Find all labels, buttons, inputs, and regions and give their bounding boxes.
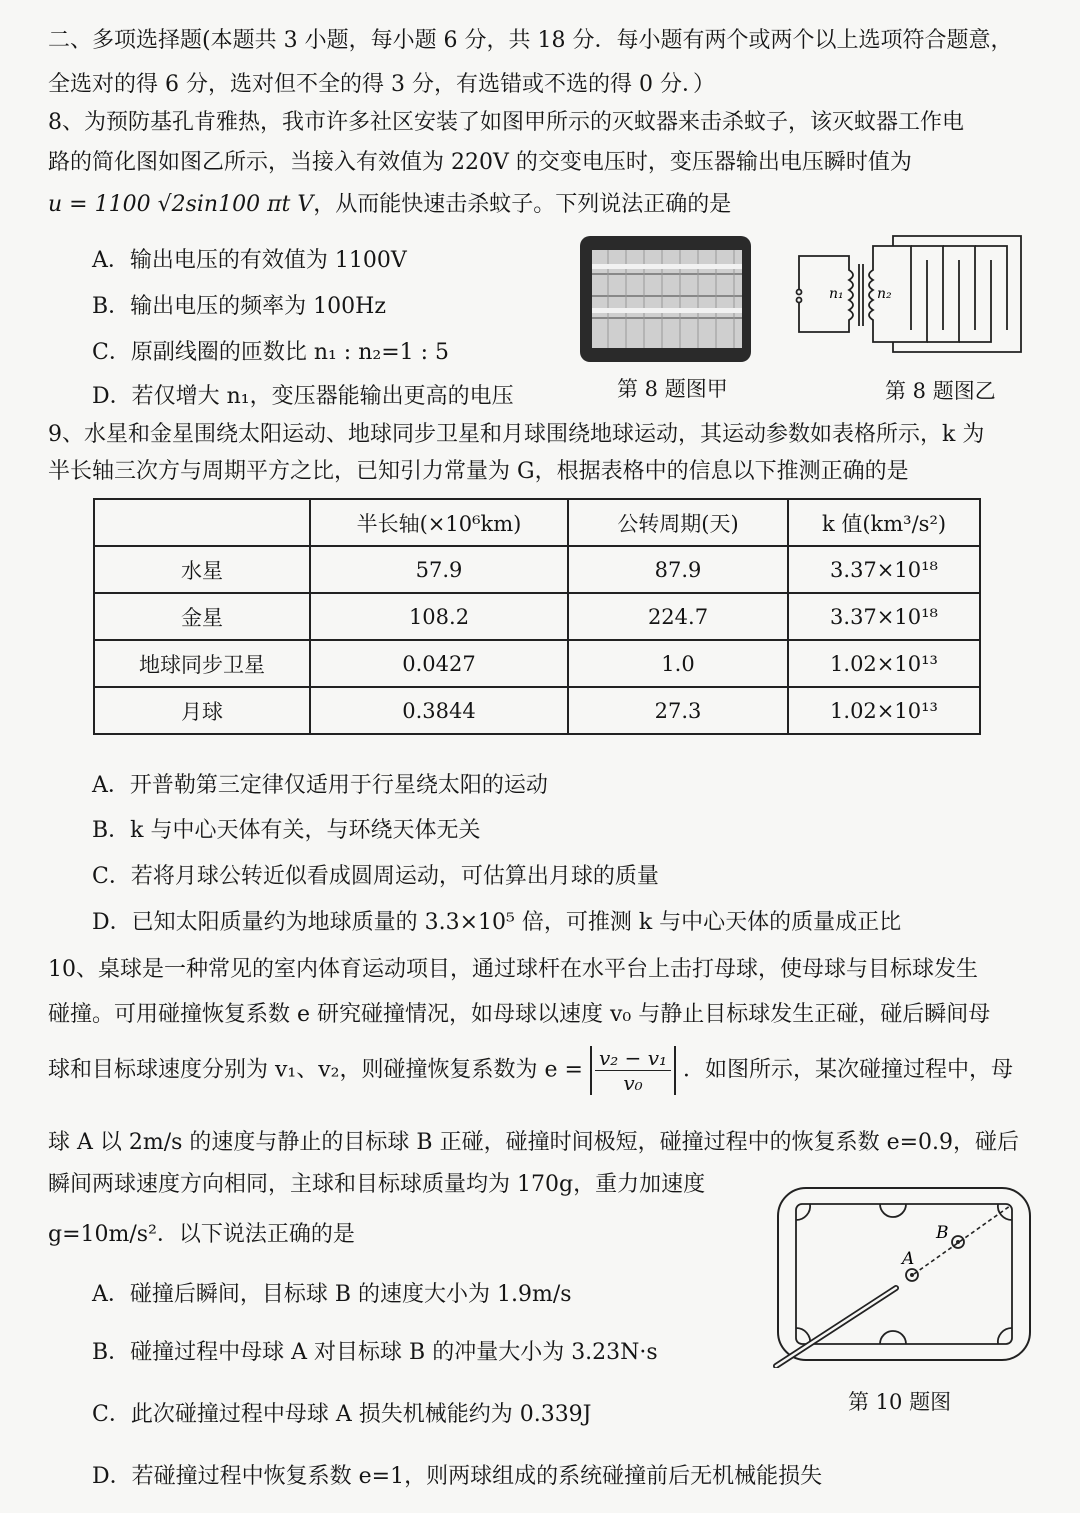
q10-option-a: A．碰撞后瞬间，目标球 B 的速度大小为 1.9m/s: [92, 1282, 572, 1307]
figure-8a-caption: 第 8 题图甲: [617, 377, 728, 401]
restitution-formula: [590, 1046, 676, 1095]
q8-option-c: C．原副线圈的匝数比 n₁ : n₂=1 : 5: [92, 340, 450, 365]
table-cell: 87.9: [568, 546, 788, 593]
q8-line2: 路的简化图如图乙所示，当接入有效值为 220V 的交变电压时，变压器输出电压瞬时值为: [48, 150, 912, 175]
table-row: [94, 640, 980, 687]
q10-option-c: C．此次碰撞过程中母球 A 损失机械能约为 0.339J: [92, 1402, 592, 1427]
billiard-table-diagram: [772, 1184, 1036, 1368]
q10-line5: 瞬间两球速度方向相同，主球和目标球质量均为 170g，重力加速度: [48, 1172, 706, 1197]
q8-line1: 8、为预防基孔肯雅热，我市许多社区安装了如图甲所示的灭蚊器来击杀蚊子，该灭蚊器工作电: [48, 110, 965, 135]
q9-option-a: A．开普勒第三定律仅适用于行星绕太阳的运动: [92, 773, 548, 798]
table-cell: 224.7: [568, 593, 788, 640]
table-cell: 1.02×10¹³: [788, 640, 980, 687]
q10-line2: 碰撞。可用碰撞恢复系数 e 研究碰撞情况，如母球以速度 v₀ 与静止目标球发生正碰，碰后瞬间母: [48, 1002, 991, 1027]
q10-option-d: D．若碰撞过程中恢复系数 e=1，则两球组成的系统碰撞前后无机械能损失: [92, 1464, 823, 1489]
q10-line3-b: ．如图所示，某次碰撞过程中，母: [683, 1057, 1014, 1083]
q9-line2: 半长轴三次方与周期平方之比，已知引力常量为 G，根据表格中的信息以下推测正确的是: [48, 459, 909, 484]
table-cell: 金星: [94, 593, 310, 640]
q8-option-a: A．输出电压的有效值为 1100V: [92, 248, 407, 273]
q8-line3: [48, 192, 731, 218]
table-cell: 月球: [94, 687, 310, 734]
q10-option-b: B．碰撞过程中母球 A 对目标球 B 的冲量大小为 3.23N·s: [92, 1340, 658, 1365]
q8-formula: u = 1100 √2sin100 πt V: [48, 192, 314, 217]
transformer-circuit-diagram: [793, 234, 1025, 356]
section-header-line2: 全选对的得 6 分，选对但不全的得 3 分，有选错或不选的得 0 分．）: [48, 72, 715, 97]
table-cell: 27.3: [568, 687, 788, 734]
q9-line1: 9、水星和金星围绕太阳运动、地球同步卫星和月球围绕地球运动，其运动参数如表格所示，k 为: [48, 422, 985, 447]
table-cell: 57.9: [310, 546, 568, 593]
table-cell: 0.3844: [310, 687, 568, 734]
q10-line1: 10、桌球是一种常见的室内体育运动项目，通过球杆在水平台上击打母球，使母球与目标球发生: [48, 957, 978, 982]
table-row: [94, 546, 980, 593]
table-cell: 1.02×10¹³: [788, 687, 980, 734]
q10-line4: 球 A 以 2m/s 的速度与静止的目标球 B 正碰，碰撞时间极短，碰撞过程中的恢复系数 e=0.9，碰后: [48, 1130, 1020, 1155]
ball-a-label: A: [902, 1249, 915, 1269]
section-header-line1: 二、多项选择题(本题共 3 小题，每小题 6 分，共 18 分．每小题有两个或两个以上选项符合题意，: [48, 28, 1013, 53]
q10-line3-a: 球和目标球速度分别为 v₁、v₂，则碰撞恢复系数为 e =: [48, 1057, 583, 1083]
table-header-cell: 公转周期(天): [568, 499, 788, 546]
table-cell: 3.37×10¹⁸: [788, 546, 980, 593]
table-cell: 0.0427: [310, 640, 568, 687]
q9-option-c: C．若将月球公转近似看成圆周运动，可估算出月球的质量: [92, 864, 659, 889]
q10-line6: g=10m/s²．以下说法正确的是: [48, 1222, 355, 1247]
table-row: [94, 687, 980, 734]
ball-b-label: B: [936, 1223, 949, 1243]
planet-data-table: [93, 498, 981, 735]
table-cell: 1.0: [568, 640, 788, 687]
q9-option-b: B．k 与中心天体有关，与环绕天体无关: [92, 818, 481, 843]
table-row: [94, 593, 980, 640]
q8-line3-rest: ，从而能快速击杀蚊子。下列说法正确的是: [313, 192, 732, 217]
q9-option-d: D．已知太阳质量约为地球质量的 3.3×10⁵ 倍，可推测 k 与中心天体的质量成正比: [92, 910, 902, 935]
formula-denominator: v₀: [623, 1071, 643, 1095]
q8-option-d: D．若仅增大 n₁，变压器能输出更高的电压: [92, 384, 514, 409]
table-cell: 水星: [94, 546, 310, 593]
table-header-cell: 半长轴(×10⁶km): [310, 499, 568, 546]
coil-n1-label: n₁: [829, 286, 844, 302]
table-cell: 108.2: [310, 593, 568, 640]
mosquito-killer-image: [578, 234, 753, 364]
table-header-row: [94, 499, 980, 546]
q8-option-b: B．输出电压的频率为 100Hz: [92, 294, 386, 319]
q10-line3: [48, 1046, 1013, 1095]
table-header-cell: k 值(km³/s²): [788, 499, 980, 546]
figure-10-caption: 第 10 题图: [848, 1390, 952, 1414]
coil-n2-label: n₂: [877, 286, 892, 302]
table-header-cell: [94, 499, 310, 546]
figure-8b-caption: 第 8 题图乙: [885, 379, 996, 403]
table-cell: 地球同步卫星: [94, 640, 310, 687]
formula-numerator: v₂ − v₁: [595, 1046, 671, 1071]
table-cell: 3.37×10¹⁸: [788, 593, 980, 640]
